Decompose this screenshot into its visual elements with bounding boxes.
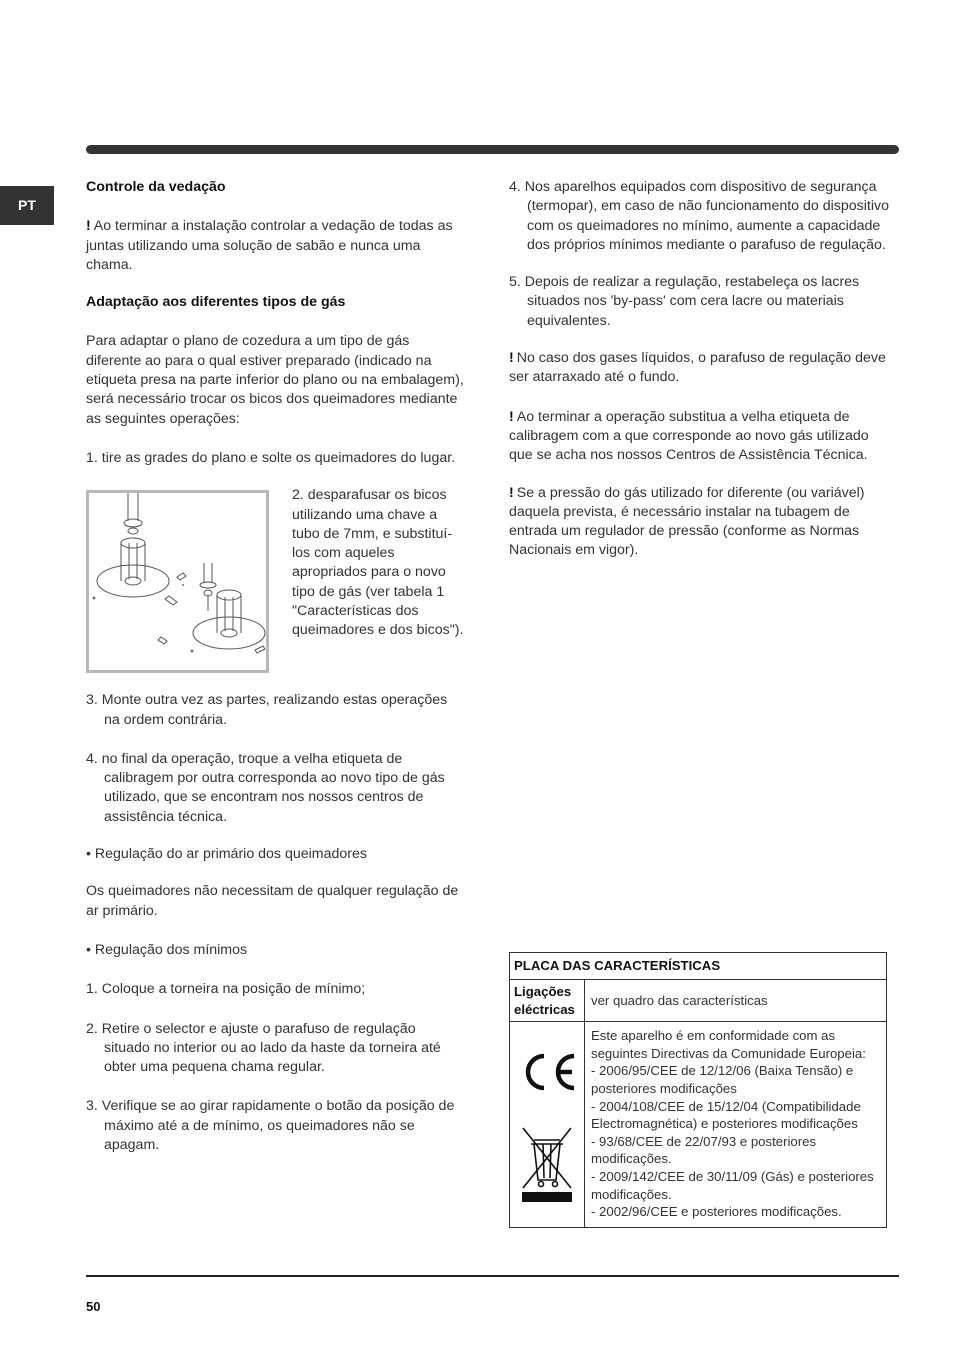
- burner-nozzle-drawing: [89, 493, 266, 670]
- directive-low-voltage: - 2006/95/CEE de 12/12/06 (Baixa Tensão) e posteriores modificações: [591, 1063, 854, 1096]
- note-label-replacement-text: Ao terminar a operação substitua a velha etiqueta de calibragem com a que corresponde ao novo gás utilizado que se acha nos nossos Centros de Assistência Técnica.: [509, 408, 869, 464]
- left-column: [86, 178, 464, 1155]
- seal-heading: Controle da vedação: [86, 179, 226, 195]
- directives-cell: [585, 1022, 887, 1228]
- step-2-row: [86, 486, 464, 673]
- step-thermocouple: 4. Nos aparelhos equipados com dispositivo de segurança (termopar), em caso de não funcionamento do dispositivo com os queimadores no mínimo, aumente a capacidade dos próprios mínimos mediante o parafuso de regulação.: [509, 179, 889, 253]
- label-line-2: eléctricas: [514, 1001, 575, 1017]
- step-4: 4. no final da operação, troque a velha etiqueta de calibragem por outra corresponda ao novo tipo de gás utilizado, que se encontram nos nossos centros de assistência técnica.: [86, 750, 445, 825]
- directive-weee: - 2002/96/CEE e posteriores modificações.: [591, 1204, 842, 1220]
- directives-intro: Este aparelho é em conformidade com as seguintes Directivas da Comunidade Europeia:: [591, 1028, 866, 1061]
- directive-emc: - 2004/108/CEE de 15/12/04 (Compatibilidade Electromagnética) e posteriores modificações: [591, 1098, 861, 1132]
- electrical-connections-value: ver quadro das características: [585, 980, 887, 1022]
- language-tab: PT: [0, 186, 54, 225]
- minimum-step-3: 3. Verifique se ao girar rapidamente o botão da posição de máximo até a de mínimo, os queimadores não se apagam.: [86, 1098, 455, 1154]
- note-label-replacement: [509, 408, 889, 466]
- note-pressure: [509, 484, 889, 561]
- warning-mark: !: [86, 218, 91, 235]
- adapt-heading: Adaptação aos diferentes tipos de gás: [86, 294, 346, 311]
- directive-93-68: - 93/68/CEE de 22/07/93 e posteriores modificações.: [591, 1133, 817, 1167]
- adapt-intro: Para adaptar o plano de cozedura a um tipo de gás diferente ao para o qual estiver preparado (indicado na etiqueta presa na parte inferior do plano ou na embalagem), será necessário trocar os bicos dos queimadores mediante as seguintes operações:: [86, 333, 464, 427]
- header-rule: [86, 145, 899, 154]
- minimum-step-2: 2. Retire o selector e ajuste o parafuso de regulação situado no interior ou ao lado da haste da torneira até obter uma pequena chama regular.: [86, 1020, 441, 1076]
- step-3: 3. Monte outra vez as partes, realizando estas operações na ordem contrária.: [86, 692, 448, 728]
- warning-mark: !: [509, 350, 514, 367]
- bullet-primary-air: • Regulação do ar primário dos queimadores: [86, 846, 367, 863]
- specifications-table: [509, 952, 887, 1228]
- step-reseal: 5. Depois de realizar a regulação, restabeleça os lacres situados nos 'by-pass' com cera lacre ou materiais equivalentes.: [509, 274, 860, 329]
- crossed-out-bin-icon: [519, 1124, 575, 1204]
- right-column: [509, 178, 889, 561]
- minimum-step-1: 1. Coloque a torneira na posição de mínimo;: [86, 981, 366, 998]
- note-liquid-gas: [509, 349, 889, 388]
- warning-mark: !: [509, 408, 514, 425]
- footer-rule: [86, 1275, 899, 1277]
- step-1: 1. tire as grades do plano e solte os queimadores do lugar.: [86, 449, 456, 466]
- spec-table-title: PLACA DAS CARACTERÍSTICAS: [510, 953, 887, 980]
- bullet-minimums: • Regulação dos mínimos: [86, 941, 248, 958]
- warning-mark: !: [509, 484, 514, 501]
- directive-gas: - 2009/142/CEE de 30/11/09 (Gás) e posteriores modificações.: [591, 1168, 874, 1202]
- label-line-1: Ligações: [514, 984, 572, 999]
- note-pressure-text: Se a pressão do gás utilizado for diferente (ou variável) daquela prevista, é necessário instalar na tubagem de entrada um regulador de pressão (conforme as Normas Nacionais em vigor).: [509, 484, 865, 559]
- seal-note-text: Ao terminar a instalação controlar a vedação de todas as juntas utilizando uma solução de sabão e nunca uma chama.: [86, 218, 453, 273]
- conformity-icons: [510, 1022, 585, 1228]
- primary-air-text: Os queimadores não necessitam de qualquer regulação de ar primário.: [86, 883, 459, 919]
- seal-note: [86, 217, 464, 275]
- burner-nozzle-illustration: [86, 490, 269, 673]
- page-number: 50: [86, 1299, 101, 1314]
- ce-mark-icon: [514, 1044, 580, 1124]
- note-liquid-gas-text: No caso dos gases líquidos, o parafuso de regulação deve ser atarraxado até o fundo.: [509, 350, 886, 386]
- electrical-connections-label: [510, 980, 585, 1022]
- step-2: 2. desparafusar os bicos utilizando uma chave a tubo de 7mm, e substituí-los com aqueles apropriados para o novo tipo de gás (ver tabela 1 "Características dos queimadores e dos bicos").: [292, 487, 464, 639]
